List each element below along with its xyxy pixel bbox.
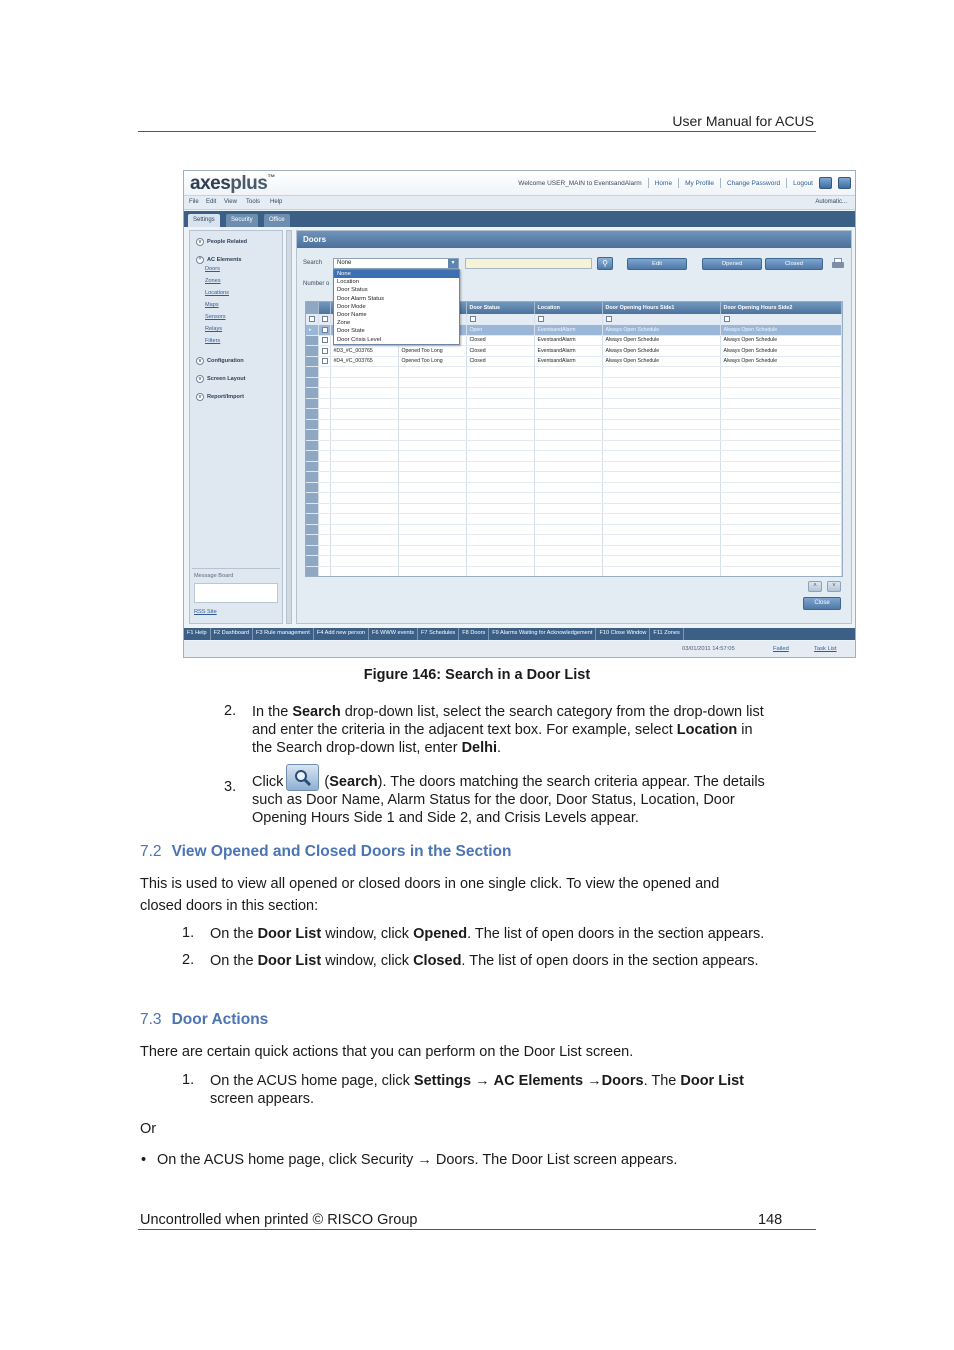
dropdown-option[interactable]: Door Status [337, 287, 368, 294]
column-header-hours-side2[interactable]: Door Opening Hours Side2 [720, 302, 842, 314]
table-cell: EventsandAlarm [534, 346, 602, 357]
fkey-add-person[interactable]: F4 Add new person [314, 628, 369, 640]
chevron-down-icon[interactable]: ▾ [448, 259, 458, 268]
table-cell: Always Open Schedule [720, 356, 842, 367]
nav-ac-elements[interactable]: ^ AC Elements [196, 256, 242, 264]
chevron-up-icon[interactable]: ˄ [808, 581, 822, 592]
panel-splitter[interactable] [286, 230, 292, 624]
number-label: Number o [303, 281, 330, 287]
checkbox[interactable] [322, 327, 328, 333]
nav-zones[interactable]: Zones [205, 278, 221, 284]
list-item: On the Door List window, click Opened. The list of open doors in the section appears. [210, 926, 765, 942]
nav-configuration[interactable]: v Configuration [196, 357, 244, 365]
search-category-dropdown [333, 269, 460, 345]
nav-people-related[interactable]: v People Related [196, 238, 247, 246]
chevron-down-icon[interactable]: ˅ [827, 581, 841, 592]
table-cell: EventsandAlarm [534, 356, 602, 367]
empty-row [306, 409, 842, 420]
bullet-icon: • [141, 1152, 147, 1168]
row-checkbox-cell[interactable] [318, 346, 330, 357]
nav-sensors[interactable]: Sensors [205, 314, 226, 320]
doors-panel-title: Doors [297, 231, 851, 248]
table-cell: Always Open Schedule [602, 356, 720, 367]
filter-cell[interactable] [318, 314, 330, 325]
empty-row [306, 535, 842, 546]
filter-cell[interactable] [466, 314, 534, 325]
fkey-www-events[interactable]: F6 WWW events [369, 628, 418, 640]
checkbox[interactable] [606, 316, 612, 322]
list-number: 1. [182, 1072, 195, 1088]
table-cell: Closed [466, 346, 534, 357]
step-3-text: Click ( Search ). The doors matching the search criteria appear. The details such as Door Name, Alarm Status for the door, Door Status, Location, Door Opening Hours Side 1 and Side 2, and Crisis Levels appear. [252, 765, 812, 827]
nav-report-import[interactable]: v Report/Import [196, 393, 244, 401]
left-nav-panel [189, 230, 283, 624]
step-number: 2. [224, 703, 237, 719]
tab-settings[interactable]: Settings [188, 214, 220, 227]
opened-button[interactable]: Opened [702, 258, 762, 270]
nav-maps[interactable]: Maps [205, 302, 219, 308]
section-heading-7-2: 7.2 View Opened and Closed Doors in the Section [140, 843, 512, 860]
empty-row [306, 451, 842, 462]
chevron-down-icon: v [196, 357, 204, 365]
checkbox[interactable] [470, 316, 476, 322]
search-icon [286, 764, 319, 791]
empty-row [306, 503, 842, 514]
empty-row [306, 440, 842, 451]
or-text: Or [140, 1121, 157, 1137]
empty-row [306, 482, 842, 493]
message-board [192, 568, 280, 620]
search-icon[interactable]: ⚲ [597, 257, 613, 270]
empty-row [306, 556, 842, 567]
dropdown-option[interactable]: Door Crisis Level [337, 336, 382, 343]
header-rule [138, 131, 816, 132]
menu-file[interactable]: File [189, 199, 199, 205]
status-datetime: 03/01/2011 14:57:05 [682, 646, 735, 652]
automatic-label[interactable]: Automatic... [815, 199, 847, 205]
list-number: 2. [182, 952, 195, 968]
empty-row [306, 377, 842, 388]
column-header-hours-side1[interactable]: Door Opening Hours Side1 [602, 302, 720, 314]
chevron-up-icon: ^ [196, 256, 204, 264]
list-item: On the ACUS home page, click Settings → AC Elements →Doors. The Door List screen appears. [210, 1073, 745, 1107]
top-links [518, 177, 851, 189]
row-selector[interactable] [306, 335, 318, 346]
table-cell: Opened Too Long [398, 346, 466, 357]
table-cell: EventsandAlarm [534, 335, 602, 346]
table-row[interactable] [306, 346, 842, 357]
table-cell: Always Open Schedule [602, 325, 720, 336]
table-cell: Always Open Schedule [720, 325, 842, 336]
empty-row [306, 398, 842, 409]
list-number: 1. [182, 925, 195, 941]
close-window-icon[interactable] [838, 177, 851, 189]
empty-row [306, 524, 842, 535]
tab-office[interactable]: Office [264, 214, 290, 227]
status-bar [184, 641, 855, 658]
filter-cell[interactable] [720, 314, 842, 325]
filter-cell[interactable] [306, 314, 318, 325]
table-cell: Always Open Schedule [602, 346, 720, 357]
checkbox[interactable] [538, 316, 544, 322]
step-2-text: In the Search drop-down list, select the search category from the drop-down list and enter the criteria in the adjacent text box. For example, select Location in the Search drop-down list, enter Delhi. [252, 704, 764, 756]
dropdown-option[interactable]: Door State [337, 328, 365, 335]
dropdown-option[interactable]: None [334, 270, 459, 278]
checkbox[interactable] [724, 316, 730, 322]
empty-row [306, 545, 842, 556]
app-tabbar [184, 211, 855, 227]
chevron-down-icon: v [196, 375, 204, 383]
table-cell: Always Open Schedule [602, 335, 720, 346]
rss-link[interactable]: RSS Site [194, 609, 217, 615]
status-task-list-link[interactable]: Task List [814, 646, 837, 652]
section-7-3-intro: There are certain quick actions that you can perform on the Door List screen. [140, 1044, 634, 1060]
table-cell: Open [466, 325, 534, 336]
dropdown-option[interactable]: Door Name [337, 311, 367, 318]
nav-screen-layout[interactable]: v Screen Layout [196, 375, 246, 383]
message-board-label: Message Board [194, 573, 234, 579]
home-link[interactable]: Home [654, 179, 673, 187]
closed-button[interactable]: Closed [765, 258, 823, 270]
table-cell: Closed [466, 335, 534, 346]
fkey-doors[interactable]: F8 Doors [459, 628, 489, 640]
function-key-bar [184, 628, 855, 640]
axesplus-logo: axesplus™ [190, 173, 275, 194]
step-number: 3. [224, 779, 237, 795]
table-cell: Closed [466, 356, 534, 367]
app-menubar [184, 196, 855, 210]
page-number: 148 [758, 1212, 783, 1228]
section-7-2-intro: This is used to view all opened or closed doors in one single click. To view the opened and closed doors in this section: [140, 876, 720, 914]
edit-button[interactable]: Edit [627, 258, 687, 270]
empty-row [306, 493, 842, 504]
chevron-down-icon: v [196, 238, 204, 246]
footer-rule [138, 1229, 816, 1230]
list-item: On the Door List window, click Closed. The list of open doors in the section appears. [210, 953, 759, 969]
column-header-location[interactable]: Location [534, 302, 602, 314]
row-selector[interactable] [306, 356, 318, 367]
dropdown-option[interactable]: Door Mode [337, 303, 366, 310]
dropdown-option[interactable]: Location [337, 279, 359, 286]
change-password-link[interactable]: Change Password [726, 179, 781, 187]
filter-cell[interactable] [534, 314, 602, 325]
table-cell: #D4_#C_003765 [330, 356, 398, 367]
print-icon[interactable] [831, 257, 845, 270]
table-cell: #D3_#C_003765 [330, 346, 398, 357]
doors-panel [296, 230, 852, 624]
bullet-item: On the ACUS home page, click Security → Doors. The Door List screen appears. [157, 1152, 678, 1168]
fkey-close-window[interactable]: F10 Close Window [596, 628, 650, 640]
column-header-door-status[interactable]: Door Status [466, 302, 534, 314]
welcome-text: Welcome USER_MAIN to EventsandAlarm [518, 179, 642, 187]
empty-row [306, 566, 842, 577]
table-cell: Always Open Schedule [720, 346, 842, 357]
checkbox[interactable] [322, 316, 328, 322]
search-label: Search [303, 260, 323, 266]
nav-doors[interactable]: Doors [205, 266, 220, 272]
nav-relays[interactable]: Relays [205, 326, 223, 332]
table-cell: Opened Too Long [398, 356, 466, 367]
row-checkbox-cell[interactable] [318, 335, 330, 346]
empty-row [306, 430, 842, 441]
table-cell: EventsandAlarm [534, 325, 602, 336]
app-topbar [184, 171, 855, 196]
grid-nav-buttons [808, 581, 841, 592]
checkbox[interactable] [322, 358, 328, 364]
menu-view[interactable]: View [224, 199, 237, 205]
row-selector[interactable] [306, 346, 318, 357]
fkey-schedules[interactable]: F7 Schedules [418, 628, 459, 640]
close-button[interactable]: Close [803, 597, 841, 610]
column-header[interactable] [318, 302, 330, 314]
empty-row [306, 472, 842, 483]
empty-row [306, 461, 842, 472]
table-row[interactable] [306, 356, 842, 367]
tab-security[interactable]: Security [226, 214, 258, 227]
my-profile-link[interactable]: My Profile [685, 179, 714, 187]
fkey-zones[interactable]: F11 Zones [650, 628, 683, 640]
fkey-alarms[interactable]: F9 Alarms Waiting for Acknowledgement [489, 628, 596, 640]
section-heading-7-3: 7.3 Door Actions [140, 1011, 269, 1028]
fkey-rule-management[interactable]: F3 Rule management [253, 628, 314, 640]
filter-cell[interactable] [602, 314, 720, 325]
fkey-help[interactable]: F1 Help [184, 628, 211, 640]
row-checkbox-cell[interactable] [318, 325, 330, 336]
empty-row [306, 419, 842, 430]
chevron-down-icon: v [196, 393, 204, 401]
nav-locations[interactable]: Locations [205, 290, 229, 296]
checkbox[interactable] [322, 348, 328, 354]
column-header[interactable] [306, 302, 318, 314]
figure-caption: Figure 146: Search in a Door List [363, 667, 591, 683]
row-selector[interactable]: ▸ [306, 325, 318, 336]
empty-row [306, 367, 842, 378]
status-failed-link[interactable]: Failed [773, 646, 789, 652]
running-header: User Manual for ACUS [672, 113, 814, 129]
logout-link[interactable]: Logout [793, 179, 813, 187]
nav-filters[interactable]: Filters [205, 338, 221, 344]
fkey-dashboard[interactable]: F2 Dashboard [211, 628, 253, 640]
row-checkbox-cell[interactable] [318, 356, 330, 367]
minimize-icon[interactable] [819, 177, 832, 189]
search-criteria-input[interactable] [465, 258, 592, 269]
checkbox[interactable] [309, 316, 315, 322]
dropdown-option[interactable]: Door Alarm Status [337, 295, 385, 302]
empty-row [306, 514, 842, 525]
message-board-box[interactable] [194, 583, 278, 603]
table-cell: Always Open Schedule [720, 335, 842, 346]
footer-copyright: Uncontrolled when printed © RISCO Group [140, 1212, 418, 1228]
search-category-select[interactable]: None ▾ [333, 258, 459, 269]
checkbox[interactable] [322, 337, 328, 343]
menu-tools[interactable]: Tools [246, 199, 261, 205]
empty-row [306, 388, 842, 399]
menu-help[interactable]: Help [270, 199, 283, 205]
menu-edit[interactable]: Edit [206, 199, 217, 205]
dropdown-option[interactable]: Zone [337, 320, 351, 327]
figure-screenshot [183, 170, 856, 658]
